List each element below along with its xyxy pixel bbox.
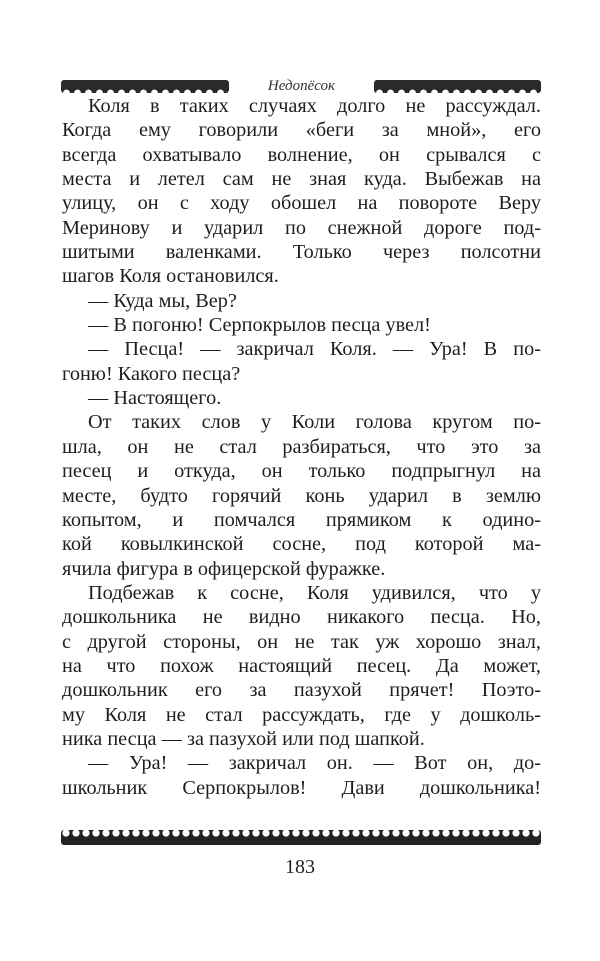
text-line: Когда ему говорили «беги за мной», его	[62, 119, 541, 142]
text-line: му Коля не стал рассуждать, где у дошколь-	[62, 703, 541, 726]
text-line: Коля в таких случаях долго не рассуждал.	[88, 95, 541, 117]
text-line: гоню! Какого песца?	[62, 362, 241, 385]
text-line: с другой стороны, он не так уж хорошо знал,	[62, 630, 541, 653]
text-line: ника песца — за пазухой или под шапкой.	[62, 727, 425, 750]
text-line: шла, он не стал разбираться, что это за	[62, 435, 541, 458]
text-line: копытом, и помчался прямиком к одино-	[62, 508, 541, 531]
decorative-ornament-right	[374, 80, 541, 93]
text-line: Подбежав к сосне, Коля удивился, что у	[88, 581, 541, 604]
text-line: дошкольник его за пазухой прячет! Поэто-	[62, 679, 541, 702]
text-line: на что похож настоящий песец. Да может,	[62, 654, 541, 677]
text-line: всегда охватывало волнение, он срывался с	[62, 143, 541, 166]
decorative-ornament-left	[61, 80, 229, 93]
text-line: От таких слов у Коли голова кругом по-	[88, 411, 541, 434]
running-title: Недопёсок	[267, 77, 336, 94]
decorative-ornament-footer	[61, 830, 541, 845]
body-text	[62, 94, 541, 800]
text-line: ячила фигура в офицерской фуражке.	[62, 557, 386, 580]
text-line: кой ковылкинской сосне, под которой ма-	[62, 533, 541, 556]
page-number: 183	[285, 856, 315, 878]
text-line: дошкольника не видно никакого песца. Но,	[62, 606, 541, 629]
text-line: — Ура! — закричал он. — Вот он, до-	[88, 752, 541, 775]
text-line: шагов Коля остановился.	[62, 265, 279, 288]
text-line: — Настоящего.	[88, 387, 222, 410]
text-line: улицу, он с ходу обошел на повороте Веру	[62, 192, 541, 215]
text-line: — Песца! — закричал Коля. — Ура! В по-	[88, 338, 541, 361]
text-line: песец и откуда, он только подпрыгнул на	[62, 460, 541, 483]
text-line: Меринову и ударил по снежной дороге под-	[62, 216, 541, 239]
text-line: — Куда мы, Вер?	[88, 289, 237, 312]
text-line: шитыми валенками. Только через полсотни	[62, 241, 541, 264]
text-line: места и летел сам не зная куда. Выбежав на	[62, 168, 541, 191]
text-line: школьник Серпокрылов! Дави дошкольника!	[62, 776, 541, 799]
text-line: — В погоню! Серпокрылов песца увел!	[88, 314, 431, 337]
text-line: месте, будто горячий конь ударил в землю	[62, 484, 541, 507]
